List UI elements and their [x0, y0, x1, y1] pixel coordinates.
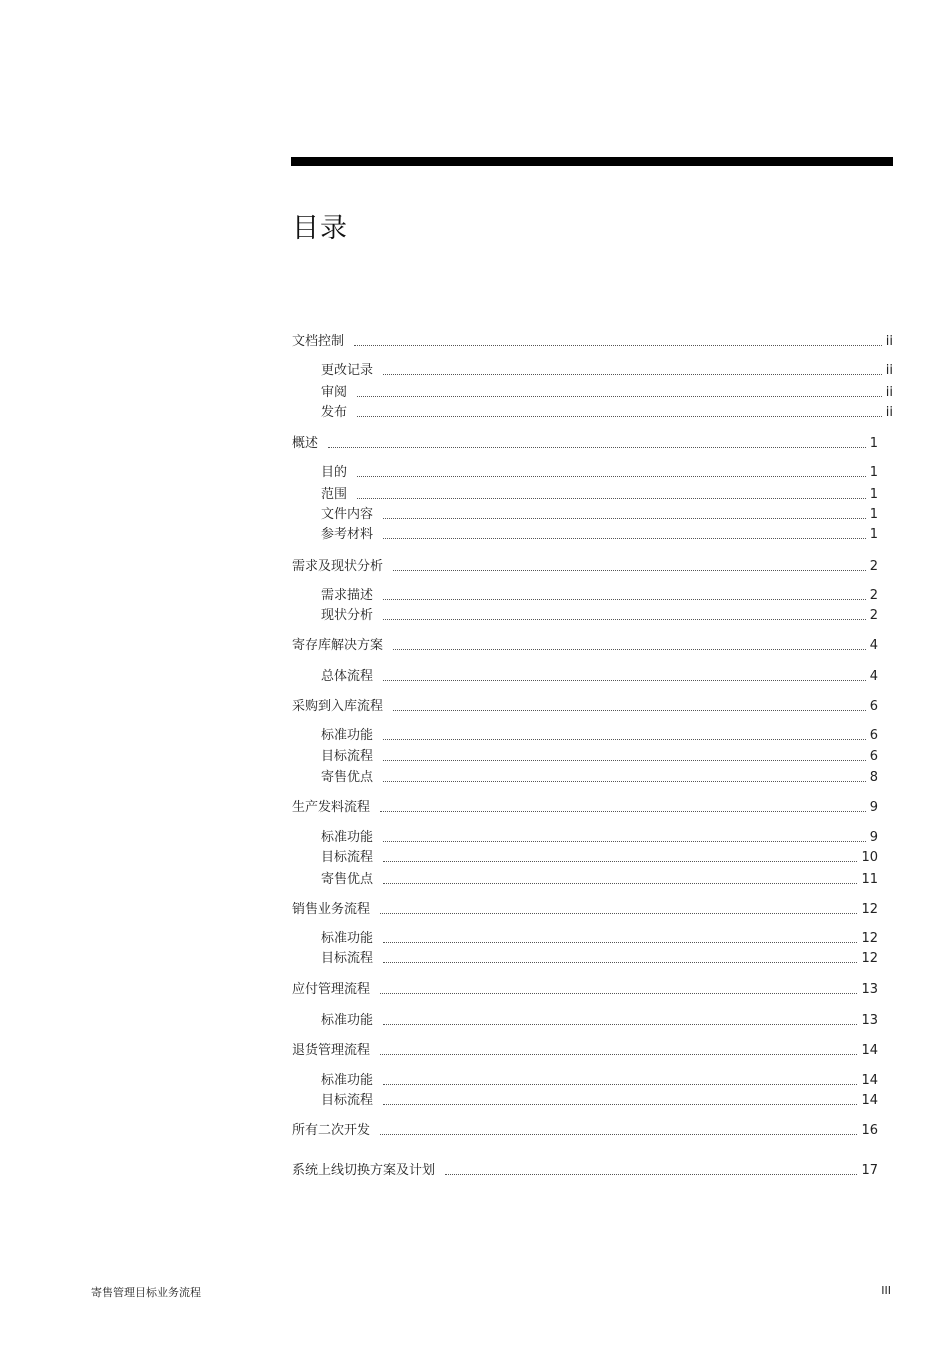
toc-entry-page-number: 16	[861, 1123, 878, 1138]
toc-entry-label: 退货管理流程	[292, 1043, 371, 1058]
toc-entry-page-number: 1	[869, 436, 878, 451]
toc-leader-dots	[380, 992, 857, 994]
toc-entry-section[interactable]	[321, 1012, 878, 1030]
toc-entry-page-number: ii	[885, 405, 893, 420]
toc-entry-page-number: 12	[861, 951, 878, 966]
toc-entry-label: 系统上线切换方案及计划	[292, 1163, 436, 1178]
toc-entry-section[interactable]	[321, 1092, 878, 1110]
toc-entry-label: 销售业务流程	[292, 902, 371, 917]
toc-entry-chapter[interactable]	[292, 1162, 878, 1180]
toc-entry-page-number: ii	[885, 385, 893, 400]
toc-entry-chapter[interactable]	[292, 1122, 878, 1140]
toc-entry-label: 目标流程	[321, 951, 374, 966]
toc-entry-label: 生产发料流程	[292, 800, 371, 815]
toc-entry-page-number: 9	[869, 800, 878, 815]
toc-entry-page-number: 6	[869, 749, 878, 764]
toc-entry-chapter[interactable]	[292, 558, 878, 576]
toc-entry-section[interactable]	[321, 486, 878, 504]
toc-leader-dots	[357, 475, 866, 477]
toc-entry-label: 文档控制	[292, 334, 345, 349]
toc-entry-chapter[interactable]	[292, 981, 878, 999]
toc-entry-label: 标准功能	[321, 1013, 374, 1028]
toc-entry-chapter[interactable]	[292, 435, 878, 453]
toc-entry-label: 寄售优点	[321, 770, 374, 785]
toc-entry-page-number: 2	[869, 559, 878, 574]
toc-entry-label: 标准功能	[321, 1073, 374, 1088]
toc-leader-dots	[393, 709, 866, 711]
toc-leader-dots	[383, 759, 866, 761]
toc-leader-dots	[380, 810, 866, 812]
toc-entry-section[interactable]	[321, 587, 878, 605]
toc-leader-dots	[383, 840, 866, 842]
toc-entry-section[interactable]	[321, 464, 878, 482]
toc-leader-dots	[445, 1173, 857, 1175]
toc-entry-label: 寄售优点	[321, 872, 374, 887]
toc-entry-label: 目标流程	[321, 749, 374, 764]
toc-leader-dots	[393, 569, 866, 571]
toc-leader-dots	[383, 598, 866, 600]
toc-entry-page-number: 1	[869, 527, 878, 542]
toc-leader-dots	[383, 1103, 857, 1105]
toc-leader-dots	[357, 497, 866, 499]
toc-entry-page-number: 2	[869, 588, 878, 603]
toc-entry-page-number: 1	[869, 487, 878, 502]
toc-leader-dots	[357, 415, 882, 417]
toc-leader-dots	[357, 395, 882, 397]
toc-entry-page-number: ii	[885, 334, 893, 349]
toc-entry-chapter[interactable]	[292, 333, 893, 351]
toc-leader-dots	[383, 517, 866, 519]
toc-entry-page-number: 4	[869, 638, 878, 653]
toc-leader-dots	[383, 537, 866, 539]
toc-entry-section[interactable]	[321, 727, 878, 745]
toc-entry-label: 标准功能	[321, 728, 374, 743]
toc-entry-section[interactable]	[321, 384, 893, 402]
toc-entry-page-number: 1	[869, 465, 878, 480]
toc-entry-label: 范围	[321, 487, 348, 502]
toc-leader-dots	[383, 1083, 857, 1085]
toc-entry-section[interactable]	[321, 668, 878, 686]
toc-entry-label: 总体流程	[321, 669, 374, 684]
toc-entry-label: 概述	[292, 436, 319, 451]
toc-entry-label: 现状分析	[321, 608, 374, 623]
toc-entry-section[interactable]	[321, 849, 878, 867]
toc-entry-section[interactable]	[321, 607, 878, 625]
toc-leader-dots	[383, 1023, 857, 1025]
toc-entry-page-number: 17	[861, 1163, 878, 1178]
page-title: 目录	[292, 213, 348, 244]
toc-entry-chapter[interactable]	[292, 1042, 878, 1060]
toc-leader-dots	[383, 373, 882, 375]
toc-entry-page-number: 13	[861, 982, 878, 997]
toc-entry-label: 寄存库解决方案	[292, 638, 384, 653]
toc-entry-section[interactable]	[321, 871, 878, 889]
toc-leader-dots	[383, 941, 857, 943]
toc-leader-dots	[383, 961, 857, 963]
toc-entry-label: 标准功能	[321, 931, 374, 946]
toc-entry-label: 发布	[321, 405, 348, 420]
toc-entry-section[interactable]	[321, 950, 878, 968]
toc-entry-label: 文件内容	[321, 507, 374, 522]
footer-document-title: 寄售管理目标业务流程	[91, 1286, 201, 1299]
toc-entry-page-number: 14	[861, 1093, 878, 1108]
toc-entry-label: 更改记录	[321, 363, 374, 378]
toc-entry-page-number: 1	[869, 507, 878, 522]
toc-entry-page-number: 12	[861, 902, 878, 917]
toc-entry-label: 目的	[321, 465, 348, 480]
toc-leader-dots	[380, 912, 857, 914]
toc-entry-page-number: 6	[869, 728, 878, 743]
toc-entry-page-number: 4	[869, 669, 878, 684]
toc-entry-page-number: 8	[869, 770, 878, 785]
toc-entry-page-number: 13	[861, 1013, 878, 1028]
toc-leader-dots	[383, 738, 866, 740]
toc-entry-section[interactable]	[321, 829, 878, 847]
toc-entry-label: 目标流程	[321, 1093, 374, 1108]
toc-leader-dots	[354, 344, 882, 346]
toc-entry-section[interactable]	[321, 748, 878, 766]
toc-leader-dots	[383, 618, 866, 620]
toc-entry-label: 应付管理流程	[292, 982, 371, 997]
toc-entry-page-number: ii	[885, 363, 893, 378]
toc-entry-chapter[interactable]	[292, 698, 878, 716]
toc-entry-page-number: 14	[861, 1073, 878, 1088]
toc-entry-label: 标准功能	[321, 830, 374, 845]
footer-page-number: III	[881, 1284, 891, 1297]
toc-leader-dots	[328, 446, 866, 448]
toc-leader-dots	[383, 780, 866, 782]
toc-entry-chapter[interactable]	[292, 901, 878, 919]
toc-entry-page-number: 9	[869, 830, 878, 845]
toc-entry-page-number: 14	[861, 1043, 878, 1058]
toc-entry-page-number: 11	[861, 872, 878, 887]
toc-entry-label: 审阅	[321, 385, 348, 400]
toc-leader-dots	[383, 679, 866, 681]
toc-leader-dots	[393, 648, 866, 650]
toc-entry-label: 采购到入库流程	[292, 699, 384, 714]
toc-leader-dots	[380, 1053, 857, 1055]
toc-leader-dots	[383, 882, 857, 884]
toc-entry-chapter[interactable]	[292, 799, 878, 817]
toc-entry-section[interactable]	[321, 506, 878, 524]
toc-entry-page-number: 10	[861, 850, 878, 865]
toc-entry-label: 目标流程	[321, 850, 374, 865]
toc-entry-section[interactable]	[321, 404, 893, 422]
toc-leader-dots	[380, 1133, 857, 1135]
toc-entry-section[interactable]	[321, 526, 878, 544]
toc-entry-page-number: 6	[869, 699, 878, 714]
toc-entry-page-number: 2	[869, 608, 878, 623]
toc-entry-label: 所有二次开发	[292, 1123, 371, 1138]
toc-entry-section[interactable]	[321, 930, 878, 948]
toc-entry-label: 需求描述	[321, 588, 374, 603]
toc-entry-section[interactable]	[321, 362, 893, 380]
toc-entry-chapter[interactable]	[292, 637, 878, 655]
toc-entry-label: 参考材料	[321, 527, 374, 542]
toc-leader-dots	[383, 860, 857, 862]
toc-entry-page-number: 12	[861, 931, 878, 946]
toc-entry-section[interactable]	[321, 1072, 878, 1090]
toc-entry-label: 需求及现状分析	[292, 559, 384, 574]
toc-entry-section[interactable]	[321, 769, 878, 787]
